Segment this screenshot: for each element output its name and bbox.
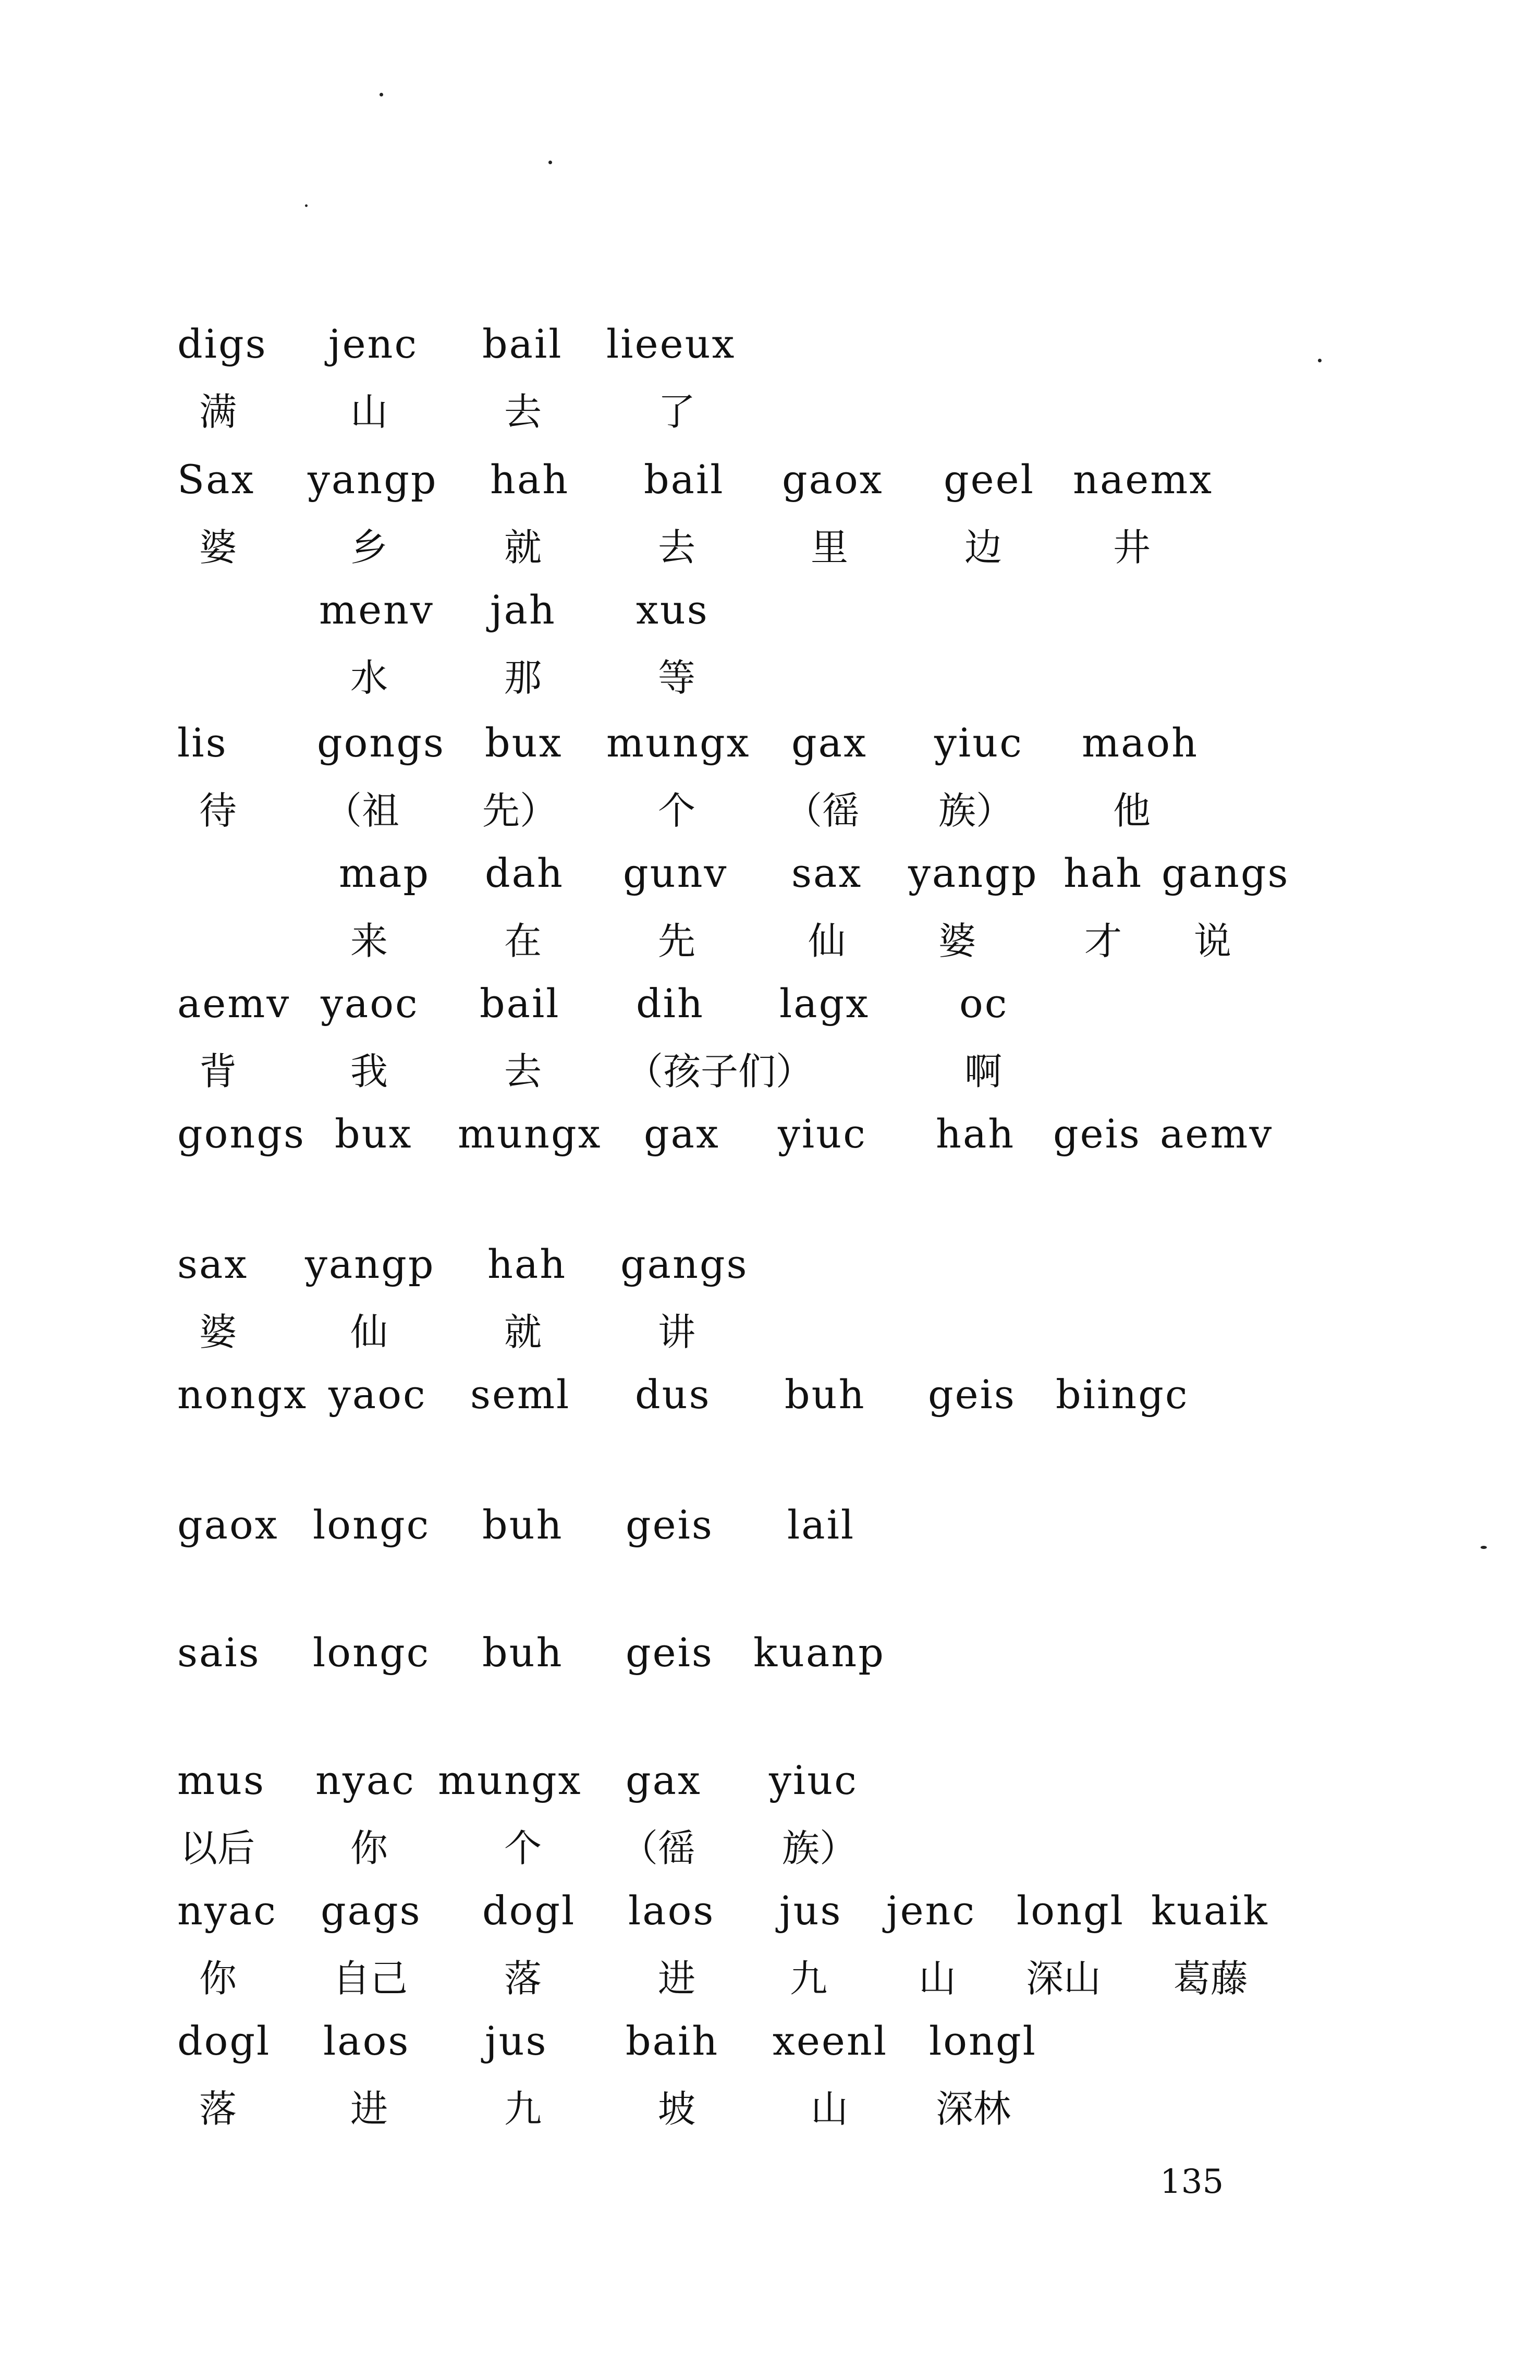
romanized-line	[0, 839, 1540, 907]
gloss-word: 在	[504, 919, 542, 963]
romanized-word: kuaik	[1151, 1887, 1269, 1934]
gloss-word: 那	[504, 656, 542, 700]
chinese-gloss-line	[0, 1814, 1540, 1882]
gloss-word: 边	[964, 526, 1003, 569]
gloss-word: 仙	[350, 1310, 388, 1354]
romanized-word: xeenl	[773, 2018, 888, 2064]
gloss-word: 族）	[938, 789, 1014, 833]
romanized-line	[0, 1491, 1540, 1559]
gloss-word: 就	[504, 1310, 542, 1354]
gloss-word: 背	[199, 1049, 237, 1093]
gloss-word: 去	[504, 390, 542, 434]
gloss-word: 去	[658, 526, 696, 569]
gloss-word: 深林	[936, 2087, 1011, 2131]
romanized-word: hah	[487, 1241, 567, 1287]
romanized-word: bux	[335, 1110, 413, 1157]
romanized-word: naemx	[1073, 456, 1214, 503]
romanized-word: dus	[635, 1371, 711, 1418]
romanized-word: xus	[636, 587, 709, 633]
gloss-word: 个	[504, 1826, 542, 1870]
romanized-word: kuanp	[753, 1629, 885, 1676]
romanized-word: jenc	[328, 321, 419, 367]
gloss-word: 落	[504, 1957, 542, 2000]
gloss-word: 山	[811, 2087, 849, 2131]
gloss-word: 你	[199, 1957, 237, 2000]
romanized-word: gangs	[1162, 850, 1290, 896]
romanized-word: nyac	[315, 1757, 415, 1803]
romanized-word: seml	[470, 1371, 571, 1418]
romanized-word: yangp	[305, 1241, 435, 1287]
romanized-line	[0, 310, 1540, 378]
romanized-word: yaoc	[328, 1371, 427, 1418]
gloss-word: 先）	[482, 789, 558, 833]
romanized-word: maoh	[1082, 719, 1199, 766]
gloss-word: 井	[1113, 526, 1151, 569]
romanized-word: aemv	[177, 980, 291, 1027]
gloss-word: 水	[350, 656, 388, 700]
romanized-word: longl	[1017, 1887, 1125, 1934]
romanized-line	[0, 446, 1540, 514]
romanized-word: mungx	[438, 1757, 582, 1803]
romanized-word: digs	[177, 321, 267, 367]
romanized-line	[0, 1747, 1540, 1814]
romanized-word: yaoc	[321, 980, 419, 1027]
romanized-word: sais	[177, 1629, 261, 1676]
gloss-word: 来	[350, 919, 388, 963]
gloss-word: 葛藤	[1173, 1957, 1249, 2000]
chinese-gloss-line	[0, 2075, 1540, 2143]
gloss-word: 待	[199, 789, 237, 833]
chinese-gloss-line	[0, 514, 1540, 581]
gloss-word: 乡	[350, 526, 388, 569]
romanized-word: geis	[626, 1502, 714, 1548]
gloss-word: （祖	[324, 789, 400, 833]
romanized-word: lis	[177, 719, 228, 766]
gloss-word: （孩子们）	[626, 1049, 814, 1093]
romanized-word: jenc	[886, 1887, 976, 1934]
chinese-gloss-line	[0, 378, 1540, 446]
romanized-word: hah	[936, 1110, 1016, 1157]
chinese-gloss-line	[0, 777, 1540, 845]
romanized-word: gongs	[317, 719, 446, 766]
gloss-word: 婆	[199, 526, 237, 569]
gloss-word: 个	[658, 789, 696, 833]
romanized-word: bail	[482, 321, 563, 367]
gloss-word: （徭	[620, 1826, 696, 1870]
romanized-word: gongs	[177, 1110, 306, 1157]
gloss-word: 我	[350, 1049, 388, 1093]
romanized-word: map	[339, 850, 431, 896]
romanized-word: yiuc	[769, 1757, 858, 1803]
romanized-word: oc	[959, 980, 1009, 1027]
romanized-word: buh	[482, 1502, 564, 1548]
gloss-word: 婆	[199, 1310, 237, 1354]
romanized-word: bux	[485, 719, 563, 766]
romanized-word: gangs	[620, 1241, 749, 1287]
gloss-word: 九	[790, 1957, 828, 2000]
chinese-gloss-line	[0, 907, 1540, 975]
gloss-word: 族）	[782, 1826, 858, 1870]
romanized-word: dah	[485, 850, 564, 896]
romanized-line	[0, 709, 1540, 777]
romanized-word: longc	[313, 1629, 431, 1676]
gloss-word: 山	[350, 390, 388, 434]
gloss-word: 就	[504, 526, 542, 569]
chinese-gloss-line	[0, 1298, 1540, 1366]
romanized-line	[0, 1619, 1540, 1687]
romanized-word: jus	[779, 1887, 842, 1934]
page-number: 135	[1160, 2163, 1224, 2201]
romanized-word: baih	[626, 2018, 719, 2064]
scan-speck	[380, 93, 383, 96]
romanized-word: jus	[485, 2018, 548, 2064]
romanized-line	[0, 1877, 1540, 1945]
gloss-word: 以后	[180, 1826, 255, 1870]
romanized-word: jah	[490, 587, 556, 633]
romanized-line	[0, 1230, 1540, 1298]
romanized-word: lagx	[779, 980, 870, 1027]
romanized-word: dih	[636, 980, 704, 1027]
romanized-word: nyac	[177, 1887, 277, 1934]
gloss-word: 去	[504, 1049, 542, 1093]
gloss-word: 才	[1084, 919, 1122, 963]
romanized-word: yiuc	[778, 1110, 867, 1157]
romanized-word: laos	[628, 1887, 715, 1934]
romanized-word: lieeux	[606, 321, 736, 367]
gloss-word: 啊	[964, 1049, 1003, 1093]
gloss-word: 落	[199, 2087, 237, 2131]
romanized-word: mus	[177, 1757, 266, 1803]
romanized-word: gax	[626, 1757, 702, 1803]
chinese-gloss-line	[0, 1945, 1540, 2012]
romanized-line	[0, 2007, 1540, 2075]
gloss-word: 先	[658, 919, 696, 963]
gloss-word: 九	[504, 2087, 542, 2131]
romanized-word: gaox	[782, 456, 884, 503]
gloss-word: 满	[199, 390, 237, 434]
gloss-word: 深山	[1026, 1957, 1102, 2000]
romanized-word: menv	[319, 587, 434, 633]
romanized-line	[0, 576, 1540, 644]
romanized-word: aemv	[1160, 1110, 1274, 1157]
gloss-word: 等	[658, 656, 696, 700]
gloss-word: 你	[350, 1826, 388, 1870]
romanized-word: mungx	[458, 1110, 602, 1157]
romanized-word: bail	[644, 456, 725, 503]
romanized-line	[0, 1100, 1540, 1168]
gloss-word: （徭	[785, 789, 860, 833]
romanized-word: geis	[626, 1629, 714, 1676]
romanized-word: geis	[1053, 1110, 1141, 1157]
romanized-word: gaox	[177, 1502, 279, 1548]
gloss-word: 他	[1113, 789, 1151, 833]
romanized-word: gax	[791, 719, 867, 766]
romanized-word: hah	[490, 456, 570, 503]
romanized-word: gags	[321, 1887, 422, 1934]
romanized-word: dogl	[177, 2018, 271, 2064]
romanized-line	[0, 970, 1540, 1038]
romanized-word: sax	[791, 850, 863, 896]
romanized-word: gax	[644, 1110, 720, 1157]
romanized-word: sax	[177, 1241, 249, 1287]
romanized-word: Sax	[177, 456, 255, 503]
romanized-word: buh	[785, 1371, 866, 1418]
romanized-word: dogl	[482, 1887, 576, 1934]
romanized-word: mungx	[606, 719, 751, 766]
romanized-word: longl	[929, 2018, 1037, 2064]
romanized-word: laos	[323, 2018, 410, 2064]
gloss-word: 讲	[658, 1310, 696, 1354]
romanized-line	[0, 1361, 1540, 1429]
chinese-gloss-line	[0, 644, 1540, 712]
romanized-word: gunv	[623, 850, 728, 896]
scan-speck	[305, 204, 308, 207]
romanized-word: yiuc	[934, 719, 1023, 766]
chinese-gloss-line	[0, 1038, 1540, 1105]
romanized-word: yangp	[308, 456, 438, 503]
gloss-word: 山	[919, 1957, 957, 2000]
romanized-word: biingc	[1056, 1371, 1189, 1418]
romanized-word: hah	[1064, 850, 1143, 896]
gloss-word: 婆	[938, 919, 976, 963]
gloss-word: 了	[658, 390, 696, 434]
romanized-word: geel	[944, 456, 1035, 503]
scan-speck	[548, 161, 552, 164]
romanized-word: lail	[787, 1502, 855, 1548]
gloss-word: 进	[658, 1957, 696, 2000]
gloss-word: 仙	[808, 919, 846, 963]
romanized-word: nongx	[177, 1371, 308, 1418]
romanized-word: buh	[482, 1629, 564, 1676]
gloss-word: 说	[1194, 919, 1232, 963]
romanized-word: longc	[313, 1502, 431, 1548]
gloss-word: 进	[350, 2087, 388, 2131]
romanized-word: bail	[480, 980, 560, 1027]
romanized-word: geis	[928, 1371, 1016, 1418]
gloss-word: 里	[811, 526, 849, 569]
gloss-word: 坡	[658, 2087, 696, 2131]
gloss-word: 自己	[333, 1957, 408, 2000]
romanized-word: yangp	[908, 850, 1038, 896]
